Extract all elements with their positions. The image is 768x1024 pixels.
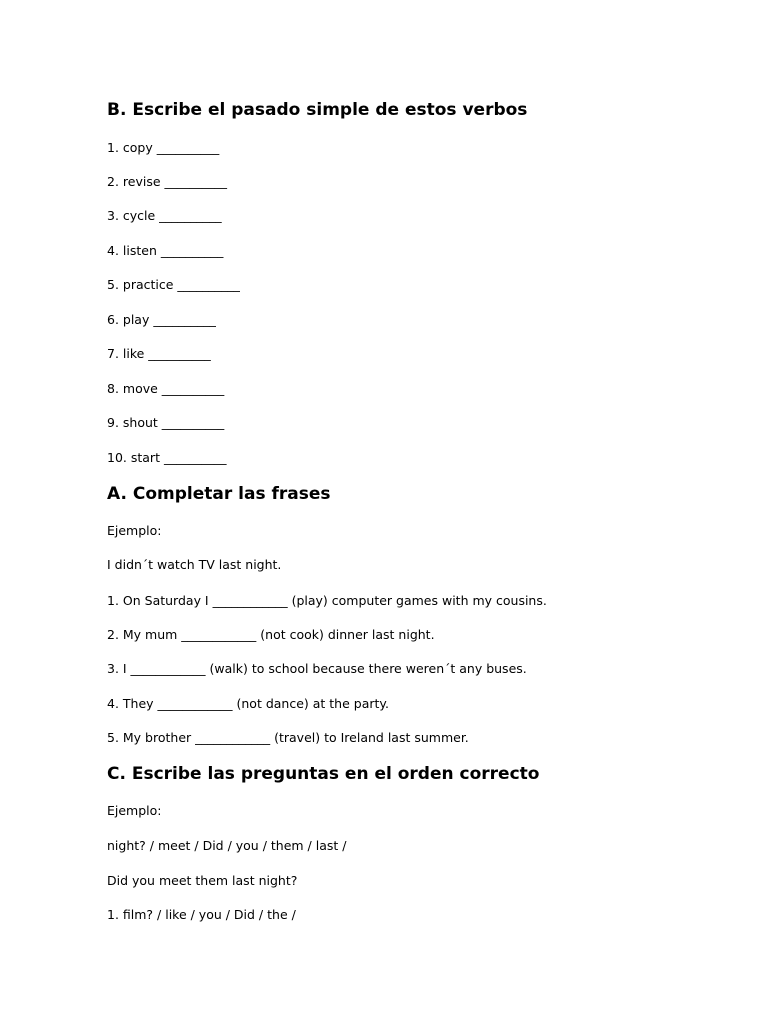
verb-item: 3. cycle __________ [107,208,222,223]
verb-item: 9. shout __________ [107,415,225,430]
verb-item: 8. move __________ [107,381,225,396]
verb-item: 10. start __________ [107,450,227,465]
sentence-item: 4. They ____________ (not dance) at the party. [107,696,389,711]
section-b-heading: B. Escribe el pasado simple de estos verbos [107,100,528,120]
verb-item: 6. play __________ [107,312,216,327]
verb-item: 4. listen __________ [107,243,224,258]
verb-item: 1. copy __________ [107,140,220,155]
example-sentence: I didn´t watch TV last night. [107,557,282,572]
example-label: Ejemplo: [107,523,162,538]
verb-item: 5. practice __________ [107,277,240,292]
sentence-item: 3. I ____________ (walk) to school because there weren´t any buses. [107,661,527,676]
section-a-heading: A. Completar las frases [107,484,331,504]
sentence-item: 2. My mum ____________ (not cook) dinner last night. [107,627,435,642]
example-label: Ejemplo: [107,803,162,818]
sentence-item: 5. My brother ____________ (travel) to Ireland last summer. [107,730,469,745]
verb-item: 7. like __________ [107,346,211,361]
question-item: 1. film? / like / you / Did / the / [107,907,296,922]
verb-item: 2. revise __________ [107,174,228,189]
section-c-heading: C. Escribe las preguntas en el orden correcto [107,764,540,784]
example-question: night? / meet / Did / you / them / last / [107,838,347,853]
sentence-item: 1. On Saturday I ____________ (play) computer games with my cousins. [107,593,547,608]
example-answer: Did you meet them last night? [107,873,298,888]
